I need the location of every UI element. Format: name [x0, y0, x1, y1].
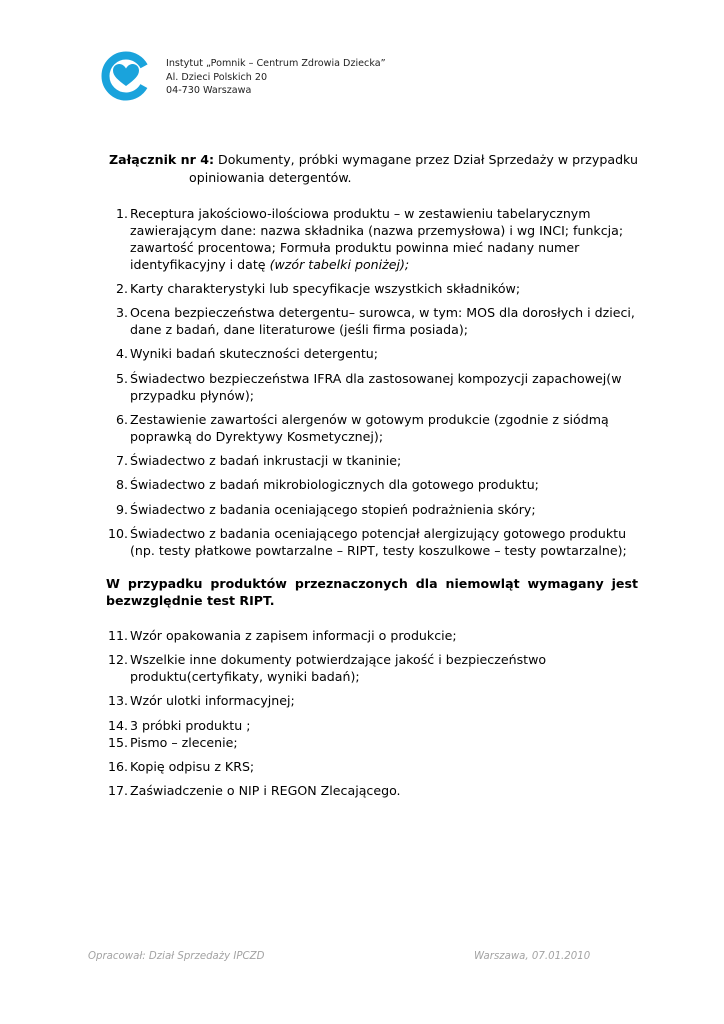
list-item	[106, 758, 636, 775]
list-item	[106, 411, 636, 445]
list-item-text: Świadectwo z badań inkrustacji w tkaninie;	[130, 453, 402, 468]
list-item-text: Świadectwo z badania oceniającego potencjał alergizujący gotowego produktu (np. testy płatkowe powtarzalne – RIPT, testy koszulkowe – testy powtarzalne);	[130, 526, 627, 558]
list-item	[106, 205, 636, 273]
list-item-text: Wzór opakowania z zapisem informacji o produkcie;	[130, 628, 457, 643]
list-item-number: 7.	[115, 453, 128, 468]
document-title	[109, 151, 649, 186]
list-item	[106, 501, 636, 518]
list-item-text: Świadectwo bezpieczeństwa IFRA dla zastosowanej kompozycji zapachowej(w przypadku płynów);	[130, 371, 622, 403]
list-item	[106, 345, 636, 362]
list-item	[106, 627, 636, 644]
institute-name: Instytut „Pomnik – Centrum Zdrowia Dziecka”	[166, 58, 386, 69]
list-item-text: Karty charakterystyki lub specyfikacje wszystkich składników;	[130, 281, 521, 296]
title-line-2: opiniowania detergentów.	[189, 169, 352, 185]
list-item-number: 16.	[107, 759, 128, 774]
list-item-text: Wszelkie inne dokumenty potwierdzające jakość i bezpieczeństwo produktu(certyfikaty, wyniki badań);	[130, 652, 547, 684]
list-item-number: 13.	[107, 693, 128, 708]
list-item	[106, 525, 636, 559]
list-item	[106, 651, 636, 685]
list-item-text: Kopię odpisu z KRS;	[130, 759, 255, 774]
list-item-text: Ocena bezpieczeństwa detergentu– surowca, w tym: MOS dla dorosłych i dzieci, dane z badań, dane literaturowe (jeśli firma posiada);	[130, 305, 635, 337]
letterhead	[100, 50, 500, 102]
list-item	[106, 692, 636, 709]
list-item-number: 6.	[115, 412, 128, 427]
list-item-text: Wzór ulotki informacyjnej;	[130, 693, 295, 708]
title-line-1: Dokumenty, próbki wymagane przez Dział Sprzedaży w przypadku	[214, 152, 638, 167]
list-item-text: Zestawienie zawartości alergenów w gotowym produkcie (zgodnie z siódmą poprawką do Dyrektywy Kosmetycznej);	[130, 412, 609, 444]
attachment-label: Załącznik nr 4:	[109, 152, 214, 167]
address-city: 04-730 Warszawa	[166, 85, 252, 97]
address-street: Al. Dzieci Polskich 20	[166, 71, 268, 83]
list-item	[106, 734, 636, 751]
list-item-number: 8.	[115, 477, 128, 492]
list-item-text: Wyniki badań skuteczności detergentu;	[130, 346, 378, 361]
institute-address	[166, 57, 386, 98]
list-item	[106, 304, 636, 338]
list-item	[106, 476, 636, 493]
list-item-text: Zaświadczenie o NIP i REGON Zlecającego.	[130, 783, 401, 798]
list-item-italic-note: (wzór tabelki poniżej);	[269, 257, 410, 272]
list-item-number: 17.	[107, 783, 128, 798]
heart-logo-icon	[100, 50, 152, 102]
list-item-number: 9.	[115, 502, 128, 517]
list-item-number: 11.	[107, 628, 128, 643]
list-item-body: Receptura jakościowo-ilościowa produktu – w zestawieniu tabelarycznym zawierającym dane: nazwa składnika (nazwa przemysłowa) i wg INCI; funkcja; zawartość procentowa; Formuła produktu powinna mieć nadany numer identyfikacyjny i datę	[130, 206, 624, 272]
list-item-number: 15.	[107, 735, 128, 750]
footer-author: Opracował: Dział Sprzedaży IPCZD	[88, 951, 265, 962]
list-item	[106, 370, 636, 404]
list-item	[106, 452, 636, 469]
list-item-number: 3.	[115, 305, 128, 320]
list-item-text: Świadectwo z badań mikrobiologicznych dla gotowego produktu;	[130, 477, 539, 492]
list-item	[106, 280, 636, 297]
ript-warning: W przypadku produktów przeznaczonych dla niemowląt wymagany jest bezwzględnie test RIPT.	[106, 576, 638, 608]
list-item-number: 2.	[115, 281, 128, 296]
list-item-text: Świadectwo z badania oceniającego stopień podrażnienia skóry;	[130, 502, 536, 517]
list-item-text: 3 próbki produktu ;	[130, 718, 251, 733]
list-item-number: 12.	[107, 652, 128, 667]
list-item	[106, 717, 636, 734]
list-item-number: 10.	[107, 526, 128, 541]
list-item-text	[130, 205, 636, 273]
list-item	[106, 782, 636, 799]
list-item-number: 5.	[115, 371, 128, 386]
list-item-number: 4.	[115, 346, 128, 361]
list-item-number: 14.	[107, 718, 128, 733]
list-item-number: 1.	[115, 206, 128, 221]
footer-date: Warszawa, 07.01.2010	[474, 951, 591, 962]
list-item-text: Pismo – zlecenie;	[130, 735, 238, 750]
